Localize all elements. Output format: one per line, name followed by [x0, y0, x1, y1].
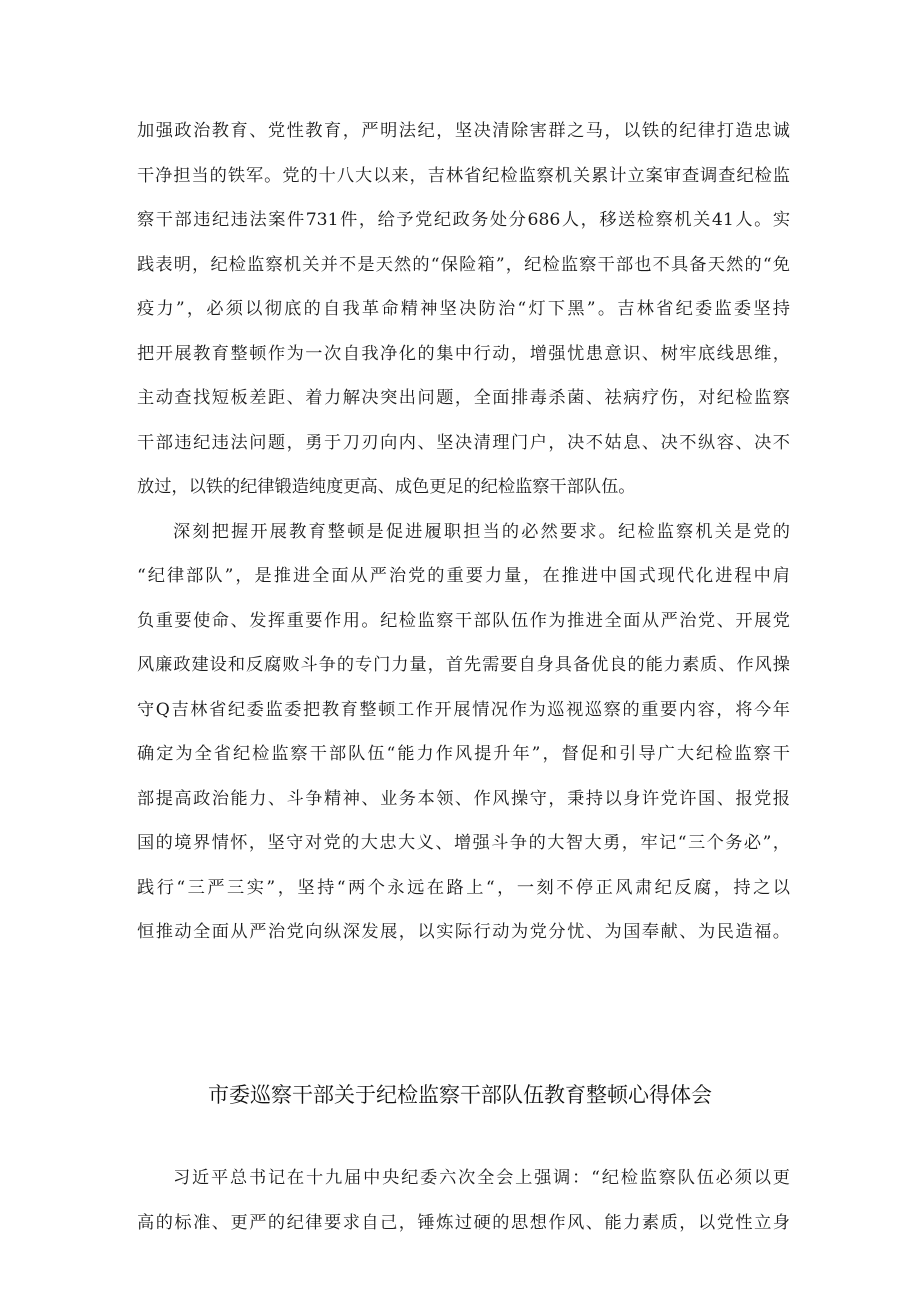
- paragraph-2-line-7: 部提高政治能力、斗争精神、业务本领、作风操守，秉持以身许党许国、报党报: [137, 789, 790, 809]
- paragraph-2-line-1: 深刻把握开展教育整顿是促进履职担当的必然要求。纪检监察机关是党的: [173, 522, 790, 542]
- paragraph-1-line-4: 践表明，纪检监察机关并不是天然的“保险箱”，纪检监察干部也不具备天然的“免: [137, 255, 790, 275]
- section-heading: 市委巡察干部关于纪检监察干部队伍教育整顿心得体会: [208, 1083, 712, 1107]
- paragraph-1-line-7: 主动查找短板差距、着力解决突出问题，全面排毒杀菌、祛病疗伤，对纪检监察: [137, 388, 790, 408]
- paragraph-2-line-2: “纪律部队”，是推进全面从严治党的重要力量，在推进中国式现代化进程中肩: [137, 566, 790, 586]
- paragraph-1-line-9: 放过，以铁的纪律锻造纯度更高、成色更足的纪检监察干部队伍。: [137, 477, 636, 497]
- paragraph-1-line-8: 干部违纪违法问题，勇于刀刃向内、坚决清理门户，决不姑息、决不纵容、决不: [137, 433, 790, 453]
- paragraph-2-line-4: 风廉政建设和反腐败斗争的专门力量，首先需要自身具备优良的能力素质、作风操: [137, 655, 790, 675]
- paragraph-1-line-1: 加强政治教育、党性教育，严明法纪，坚决清除害群之马，以铁的纪律打造忠诚: [137, 121, 790, 141]
- paragraph-2-line-3: 负重要使命、发挥重要作用。纪检监察干部队伍作为推进全面从严治党、开展党: [137, 611, 790, 631]
- paragraph-2-line-8: 国的境界情怀，坚守对党的大忠大义、增强斗争的大智大勇，牢记“三个务必”，: [137, 833, 790, 853]
- paragraph-3-line-2: 高的标准、更严的纪律要求自己，锤炼过硬的思想作风、能力素质，以党性立身: [137, 1213, 790, 1233]
- paragraph-2-line-10: 恒推动全面从严治党向纵深发展，以实际行动为党分忧、为国奉献、为民造福。: [137, 922, 790, 942]
- paragraph-1-line-6: 把开展教育整顿作为一次自我净化的集中行动，增强忧患意识、树牢底线思维，: [137, 344, 790, 364]
- paragraph-2-line-5: 守Q吉林省纪委监委把教育整顿工作开展情况作为巡视巡察的重要内容，将今年: [137, 700, 790, 720]
- paragraph-1-line-5: 疫力”，必须以彻底的自我革命精神坚决防治“灯下黑”。吉林省纪委监委坚持: [137, 299, 790, 319]
- paragraph-3-line-1: 习近平总书记在十九届中央纪委六次全会上强调：“纪检监察队伍必须以更: [173, 1168, 790, 1188]
- paragraph-1-line-2: 干净担当的铁军。党的十八大以来，吉林省纪检监察机关累计立案审查调查纪检监: [137, 166, 790, 186]
- paragraph-1-line-3: 察干部违纪违法案件731件，给予党纪政务处分686人，移送检察机关41人。实: [137, 210, 790, 230]
- paragraph-2-line-6: 确定为全省纪检监察干部队伍“能力作风提升年”，督促和引导广大纪检监察干: [137, 744, 790, 764]
- paragraph-2-line-9: 践行“三严三实”，坚持“两个永远在路上“，一刻不停正风肃纪反腐，持之以: [137, 878, 790, 898]
